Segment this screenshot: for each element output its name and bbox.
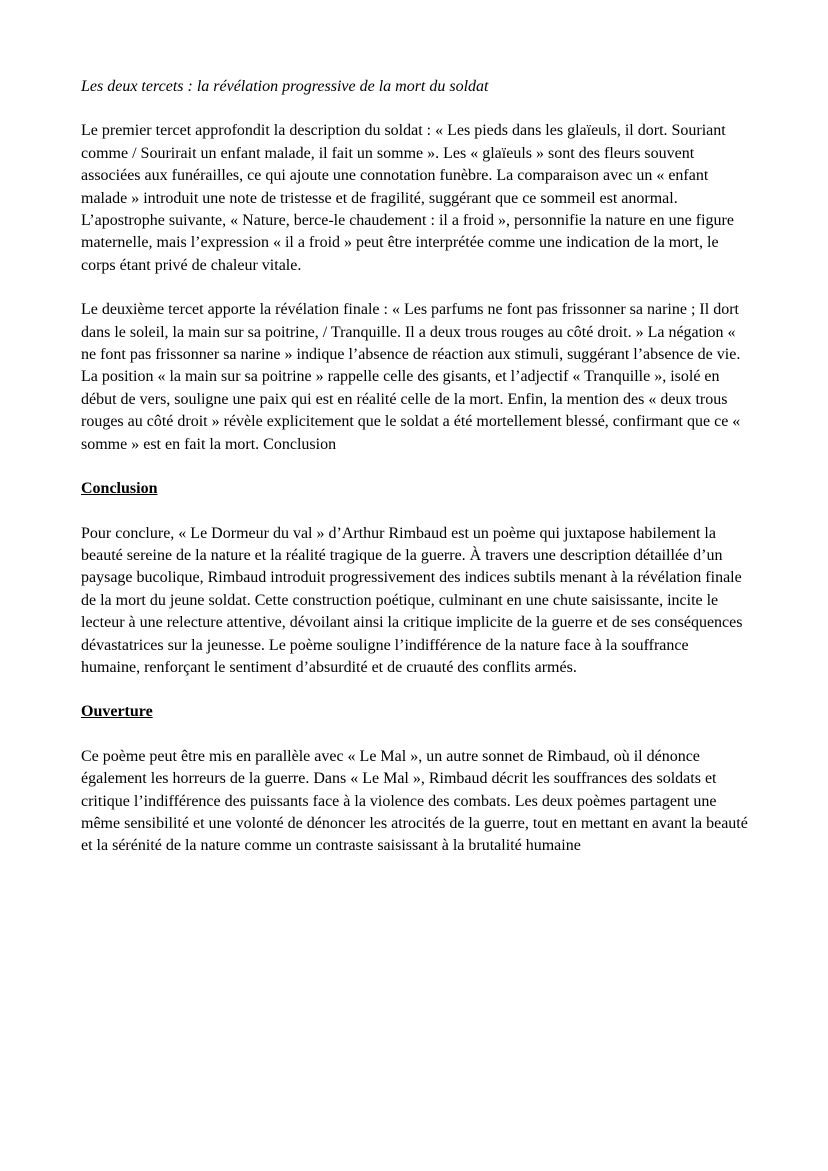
section-subtitle-tercets: Les deux tercets : la révélation progressive de la mort du soldat — [81, 78, 489, 95]
paragraph-conclusion: Pour conclure, « Le Dormeur du val » d’Arthur Rimbaud est un poème qui juxtapose habilement la beauté sereine de la nature et la réalité tragique de la guerre. À travers une description détaillée d’un paysage bucolique, Rimbaud introduit progressivement des indices subtils menant à la révélation finale de la mort du jeune soldat. Cette construction poétique, culminant en une chute saisissante, incite le lecteur à une relecture attentive, dévoilant ainsi la critique implicite de la guerre et de ses conséquences dévastatrices sur la jeunesse. Le poème souligne l’indifférence de la nature face à la souffrance humaine, renforçant le sentiment d’absurdité et de cruauté des conflits armés. — [81, 524, 743, 676]
heading-ouverture: Ouverture — [81, 703, 153, 721]
heading-conclusion: Conclusion — [81, 480, 158, 498]
paragraph-deuxieme-tercet: Le deuxième tercet apporte la révélation finale : « Les parfums ne font pas frissonner sa narine ; Il dort dans le soleil, la main sur sa poitrine, / Tranquille. Il a deux trous rouges au côté droit. » La négation « ne font pas frissonner sa narine » indique l’absence de réaction aux stimuli, suggérant l’absence de vie. La position « la main sur sa poitrine » rappelle celle des gisants, et l’adjectif « Tranquille », isolé en début de vers, souligne une paix qui est en réalité celle de la mort. Enfin, la mention des « deux trous rouges au côté droit » révèle explicitement que le soldat a été mortellement blessé, confirmant que ce « somme » est en fait la mort. Conclusion — [81, 301, 741, 453]
paragraph-premier-tercet: Le premier tercet approfondit la description du soldat : « Les pieds dans les glaïeuls, il dort. Souriant comme / Sourirait un enfant malade, il fait un somme ». Les « glaïeuls » sont des fleurs souvent associées aux funérailles, ce qui ajoute une connotation funèbre. La comparaison avec un « enfant malade » introduit une note de tristesse et de fragilité, suggérant que ce sommeil est anormal. L’apostrophe suivante, « Nature, berce-le chaudement : il a froid », personnifie la nature en une figure maternelle, mais l’expression « il a froid » peut être interprétée comme une indication de la mort, le corps étant privé de chaleur vitale. — [81, 122, 734, 274]
paragraph-ouverture: Ce poème peut être mis en parallèle avec « Le Mal », un autre sonnet de Rimbaud, où il dénonce également les horreurs de la guerre. Dans « Le Mal », Rimbaud décrit les souffrances des soldats et critique l’indifférence des puissants face à la violence des combats. Les deux poèmes partagent une même sensibilité et une volonté de dénoncer les atrocités de la guerre, tout en mettant en avant la beauté et la sérénité de la nature comme un contraste saisissant à la brutalité humaine — [81, 747, 748, 855]
